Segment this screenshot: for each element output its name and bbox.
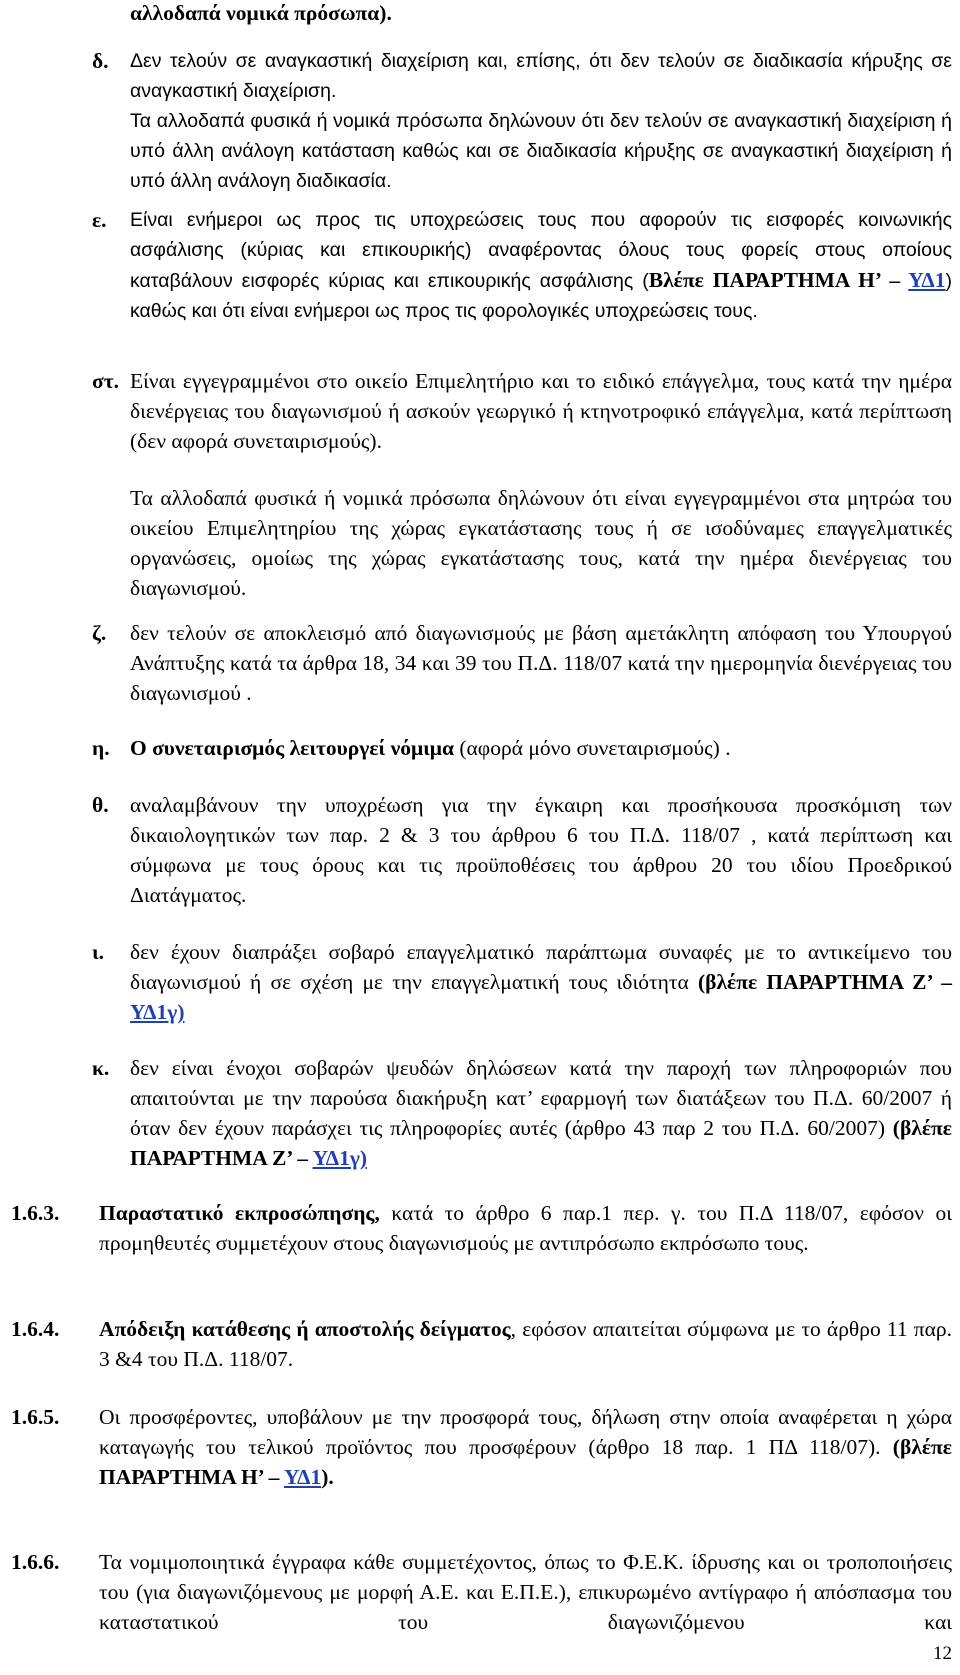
item-marker-st: στ. xyxy=(92,369,119,393)
section-1-6-5-text: Οι προσφέροντες, υποβάλουν με την προσφορά τους, δήλωση στην οποία αναφέρεται η χώρα καταγωγής του τελικού προϊόντος που προσφέρουν (άρθρο 18 παρ. 1 ΠΔ 118/07). (βλέπε ΠΑΡΑΡΤΗΜΑ Η’ – ΥΔ1). xyxy=(99,1405,952,1489)
section-number: 1.6.4. xyxy=(11,1317,60,1341)
section-1-6-4-text: Απόδειξη κατάθεσης ή αποστολής δείγματος, εφόσον απαιτείται σύμφωνα με το άρθρο 11 παρ. 3 &4 του Π.Δ. 118/07. xyxy=(99,1317,952,1371)
item-marker-d: δ. xyxy=(92,49,109,73)
item-k-text: δεν είναι ένοχοι σοβαρών ψευδών δηλώσεων κατά την παροχή των πληροφοριών που απαιτούνται με την παρούσα διακήρυξη κατ’ εφαρμογή των διατάξεων του Π.Δ. 60/2007 ή όταν δεν έχουν παράσχει τις πληροφορίες αυτές (άρθρο 43 παρ 2 του Π.Δ. 60/2007) (βλέπε ΠΑΡΑΡΤΗΜΑ Ζ’ – ΥΔ1γ) xyxy=(130,1056,952,1170)
top-fragment: αλλοδαπά νομικά πρόσωπα). xyxy=(130,1,392,25)
item-st-text: Είναι εγγεγραμμένοι στο οικείο Επιμελητήριο και το ειδικό επάγγελμα, τους κατά την ημέρα διενέργειας του διαγωνισμού ή ασκούν γεωργικό ή κτηνοτροφικό επάγγελμα, κατά περίπτωση (δεν αφορά συνεταιρισμούς). xyxy=(130,369,952,453)
item-d-text: Δεν τελούν σε αναγκαστική διαχείριση και, επίσης, ότι δεν τελούν σε διαδικασία κήρυξης σε αναγκαστική διαχείριση. xyxy=(130,50,952,102)
section-number: 1.6.6. xyxy=(11,1550,60,1574)
item-e-text: Είναι ενήμεροι ως προς τις υποχρεώσεις τους που αφορούν τις εισφορές κοινωνικής ασφάλισης (κύριας και επικουρικής) αναφέροντας όλους τους φορείς στους οποίους καταβάλουν εισφορές κύριας και επικουρικής ασφάλισης (Βλέπε ΠΑΡΑΡΤΗΜΑ Η’ – ΥΔ1) καθώς και ότι είναι ενήμεροι ως προς τις φορολογικές υποχρεώσεις τους. xyxy=(130,209,952,322)
item-z-text: δεν τελούν σε αποκλεισμό από διαγωνισμούς με βάση αμετάκλητη απόφαση του Υπουργού Ανάπτυξης κατά τα άρθρα 18, 34 και 39 του Π.Δ. 118/07 κατά την ημερομηνία διενέργειας του διαγωνισμού . xyxy=(130,621,952,705)
annex-link[interactable]: ΥΔ1 xyxy=(283,1465,322,1489)
annex-link[interactable]: ΥΔ1γ) xyxy=(130,1000,185,1024)
item-marker-i: ι. xyxy=(92,940,105,964)
section-number: 1.6.3. xyxy=(11,1201,60,1225)
item-h-text: Ο συνεταιρισμός λειτουργεί νόμιμα (αφορά μόνο συνεταιρισμούς) . xyxy=(130,736,731,760)
section-1-6-6-text: Τα νομιμοποιητικά έγγραφα κάθε συμμετέχοντος, όπως το Φ.Ε.Κ. ίδρυσης και οι τροποποιήσεις του (για διαγωνιζόμενους με μορφή Α.Ε. και Ε.Π.Ε.), επικυρωμένο αντίγραφο ή απόσπασμα του καταστατικού του διαγωνιζόμενου και xyxy=(99,1550,952,1634)
item-i-text: δεν έχουν διαπράξει σοβαρό επαγγελματικό παράπτωμα συναφές με το αντικείμενο του διαγωνισμού ή σε σχέση με την επαγγελματική τους ιδιότητα (βλέπε ΠΑΡΑΡΤΗΜΑ Ζ’ – ΥΔ1γ) xyxy=(130,940,952,1024)
annex-link[interactable]: ΥΔ1γ) xyxy=(312,1146,368,1170)
item-marker-th: θ. xyxy=(92,793,109,817)
page-number: 12 xyxy=(933,1643,952,1664)
item-marker-k: κ. xyxy=(92,1056,110,1080)
item-marker-z: ζ. xyxy=(92,621,107,645)
item-th-text: αναλαμβάνουν την υποχρέωση για την έγκαιρη και προσήκουσα προσκόμιση των δικαιολογητικών των παρ. 2 & 3 του άρθρου 6 του Π.Δ. 118/07 , κατά περίπτωση και σύμφωνα με τους όρους και τις προϋποθέσεις του άρθρου 20 του ιδίου Προεδρικού Διατάγματος. xyxy=(130,793,952,907)
item-d-foreign-text: Τα αλλοδαπά φυσικά ή νομικά πρόσωπα δηλώνουν ότι δεν τελούν σε αναγκαστική διαχείριση ή υπό άλλη ανάλογη κατάσταση καθώς και σε διαδικασία κήρυξης σε αναγκαστική διαχείριση ή υπό άλλη ανάλογη διαδικασία. xyxy=(130,110,952,192)
item-marker-h: η. xyxy=(92,736,110,760)
section-number: 1.6.5. xyxy=(11,1405,60,1429)
section-1-6-3-text: Παραστατικό εκπροσώπησης, κατά το άρθρο 6 παρ.1 περ. γ. του Π.Δ 118/07, εφόσον οι προμηθευτές συμμετέχουν στους διαγωνισμούς με αντιπρόσωπο εκπρόσωπο τους. xyxy=(99,1201,952,1255)
annex-link[interactable]: ΥΔ1 xyxy=(908,268,946,292)
item-st-foreign-text: Τα αλλοδαπά φυσικά ή νομικά πρόσωπα δηλώνουν ότι είναι εγγεγραμμένοι στα μητρώα του οικείου Επιμελητηρίου της χώρας εγκατάστασης τους ή σε ισοδύναμες επαγγελματικές οργανώσεις, ομοίως της χώρας εγκατάστασης τους, κατά την ημέρα διενέργειας του διαγωνισμού. xyxy=(130,486,952,600)
item-marker-e: ε. xyxy=(92,208,107,232)
